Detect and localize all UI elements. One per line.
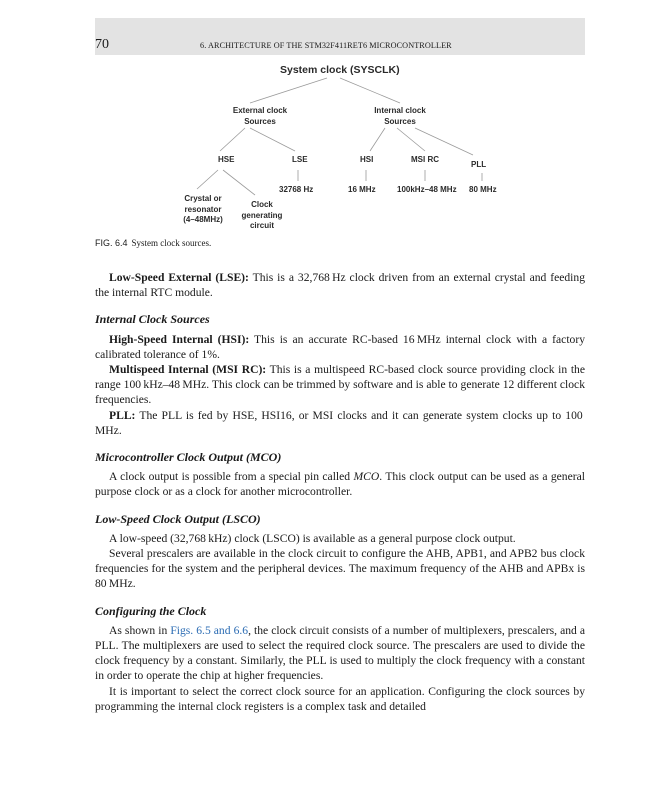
- prescalers-paragraph: Several prescalers are available in the clock circuit to configure the AHB, APB1, and APB2 bus clock frequencies for the system and the peripheral devices. The maximum frequency of the AHB and APBx is 80 MHz.: [95, 547, 585, 591]
- configuring-heading: Configuring the Clock: [95, 603, 207, 618]
- clock-source-paragraph: It is important to select the correct clock source for an application. Configuring the clock sources by programming the internal clock registers is a complex task and detailed: [95, 684, 585, 713]
- mco-heading: Microcontroller Clock Output (MCO): [95, 450, 282, 465]
- line-internal-pll: [415, 128, 473, 155]
- hse-label: HSE: [218, 155, 235, 164]
- line-internal-msi: [397, 128, 425, 151]
- pll-label: PLL: [471, 160, 487, 169]
- hsi-frequency: 16 MHz: [348, 185, 376, 194]
- internal-clock-section: [95, 312, 585, 438]
- sysclk-title: System clock (SYSCLK): [280, 64, 400, 76]
- figure-caption: [95, 238, 211, 248]
- figure-caption-label: FIG. 6.4: [95, 238, 128, 248]
- running-head: 6. ARCHITECTURE OF THE STM32F411RET6 MICROCONTROLLER: [200, 41, 452, 50]
- mco-paragraph: A clock output is possible from a special pin called MCO. This clock output can be used as a general purpose clock or as a clock for another microcontroller.: [95, 470, 585, 499]
- line-hse-crystal: [197, 170, 218, 189]
- msi-frequency: 100kHz–48 MHz: [397, 185, 457, 194]
- msi-label: MSI RC: [411, 155, 439, 164]
- line-sysclk-external: [250, 78, 327, 103]
- clock-sources-figure: [95, 55, 585, 245]
- hsi-paragraph: High-Speed Internal (HSI): This is an accurate RC-based 16 MHz internal clock with a factory calibrated tolerance of 1%.: [95, 332, 585, 361]
- lse-paragraph: Low-Speed External (LSE): This is a 32,768 Hz clock driven from an external crystal and feeding the internal RTC module.: [95, 271, 585, 300]
- external-sources-label: External clock Sources: [232, 106, 288, 126]
- crystal-resonator-label: Crystal or resonator (4–48MHz): [183, 194, 223, 224]
- pll-paragraph: PLL: The PLL is fed by HSE, HSI16, or MSI clocks and it can generate system clocks up to 100 MHz.: [95, 408, 585, 437]
- line-sysclk-internal: [340, 78, 400, 103]
- hsi-label: HSI: [360, 155, 374, 164]
- line-hse-clockgen: [223, 170, 255, 195]
- figs-link[interactable]: Figs. 6.5 and 6.6: [170, 623, 249, 637]
- figure-connector-lines: [95, 55, 585, 245]
- configuring-paragraph: As shown in Figs. 6.5 and 6.6, the clock circuit consists of a number of multiplexers, prescalers, and a PLL. The multiplexers are used to select the required clock source. The prescalers are used to divide the clock frequency by a constant. Similarly, the PLL is used to multiply the clock frequency with a constant in order to operate the chip at higher frequencies.: [95, 623, 586, 683]
- line-internal-hsi: [370, 128, 385, 151]
- line-external-lse: [250, 128, 295, 151]
- lse-label: LSE: [292, 155, 308, 164]
- mco-section: [95, 450, 585, 500]
- lsco-section: [95, 512, 585, 592]
- internal-clock-heading: Internal Clock Sources: [95, 312, 210, 327]
- clock-generating-label: Clock generating circuit: [241, 200, 283, 230]
- page-number: 70: [95, 37, 109, 52]
- figure-caption-text: System clock sources.: [131, 238, 212, 248]
- line-external-hse: [220, 128, 245, 151]
- pll-frequency: 80 MHz: [469, 185, 497, 194]
- lsco-heading: Low-Speed Clock Output (LSCO): [95, 511, 261, 526]
- internal-sources-label: Internal clock Sources: [374, 106, 426, 126]
- body-text: [95, 270, 585, 714]
- msi-paragraph: Multispeed Internal (MSI RC): This is a multispeed RC-based clock source providing clock in the range 100 kHz–48 MHz. This clock can be trimmed by software and is able to generate 12 different clock frequencies.: [95, 363, 585, 407]
- configuring-section: [95, 604, 585, 714]
- lsco-paragraph: A low-speed (32,768 kHz) clock (LSCO) is available as a general purpose clock output.: [109, 531, 516, 545]
- lse-frequency: 32768 Hz: [279, 185, 314, 194]
